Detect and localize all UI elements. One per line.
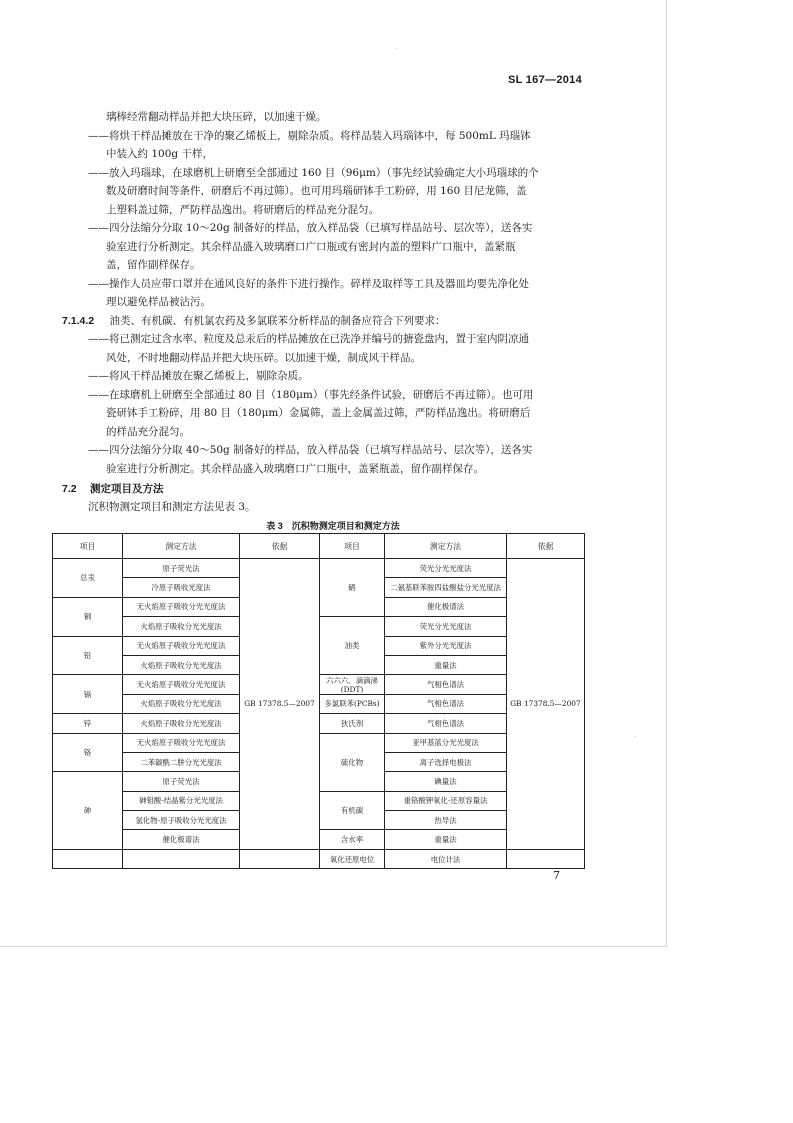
item-cell: 硫化物: [320, 733, 385, 791]
method-cell: 亚甲基蓝分光光度法: [385, 733, 507, 752]
body-line: 中装入约 100g 干样，: [106, 148, 213, 160]
basis-cell: GB 17378.5—2007: [240, 559, 320, 850]
method-cell: 热导法: [385, 811, 507, 830]
body-line: 数及研磨时间等条件，研磨后不再过筛）。也可用玛瑙研钵手工粉碎，用 160 目尼龙筛，盖: [106, 185, 527, 197]
item-cell: 六六六、滴滴涕(DDT): [320, 675, 385, 694]
method-cell: 荧光分光光度法: [385, 617, 507, 636]
method-cell: 原子荧光法: [123, 559, 240, 578]
method-cell: 重量法: [385, 830, 507, 849]
body-line: 上塑料盖过筛，严防样品逸出。将研磨后的样品充分混匀。: [106, 204, 379, 216]
method-cell: 二苯碳酰二肼分光光度法: [123, 752, 240, 771]
body-line: 验室进行分析测定。其余样品盛入玻璃磨口广口瓶或有密封内盖的塑料广口瓶中，盖紧瓶: [106, 241, 516, 253]
body-line: 璃棒经常翻动样品并把大块压碎，以加速干燥。: [106, 111, 327, 123]
body-line: 盖，留作副样保存。: [106, 259, 201, 271]
table-row: [53, 559, 585, 578]
method-cell: 砷钼酸-结晶紫分光光度法: [123, 791, 240, 810]
body-line: ——将烘干样品摊放在干净的聚乙烯板上，剔除杂质。将样品装入玛瑙钵中，每 500mL 玛瑙钵: [88, 130, 531, 142]
body-line: ——放入玛瑙球，在球磨机上研磨至全部通过 160 目（96μm）（事先经试验确定大小玛瑙球的个: [88, 167, 539, 179]
item-cell: 油类: [320, 617, 385, 675]
item-cell: 锌: [53, 714, 123, 733]
method-cell: 气相色谱法: [385, 694, 507, 713]
scan-speck: ·: [634, 734, 636, 741]
method-cell: 火焰原子吸收分光光度法: [123, 714, 240, 733]
method-cell: 冷原子吸收光度法: [123, 578, 240, 597]
item-cell: 铅: [53, 636, 123, 675]
method-cell: 火焰原子吸收分光光度法: [123, 694, 240, 713]
method-cell: 重量法: [385, 655, 507, 674]
body-line: ——将风干样品摊放在聚乙烯板上，剔除杂质。: [88, 370, 309, 382]
empty-cell: [53, 849, 123, 868]
item-cell: 多氯联苯(PCBs): [320, 694, 385, 713]
method-cell: 气相色谱法: [385, 675, 507, 694]
method-cell: 离子选择电极法: [385, 752, 507, 771]
header-cell: 测定方法: [123, 534, 240, 559]
body-line: ——四分法缩分分取 40～50g 制备好的样品，放入样品袋（已填写样品站号、层次等），送各实: [88, 444, 533, 456]
body-line: 沉积物测定项目和测定方法见表 3。: [88, 501, 256, 513]
item-cell: 砷: [53, 772, 123, 850]
table-row: [53, 849, 585, 868]
header-cell: 测定方法: [385, 534, 507, 559]
empty-cell: [123, 849, 240, 868]
method-cell: 电位计法: [385, 849, 507, 868]
header-cell: 项目: [320, 534, 385, 559]
method-cell: 火焰原子吸收分光光度法: [123, 617, 240, 636]
table-header-row: [53, 534, 585, 559]
item-cell: 硒: [320, 559, 385, 617]
method-cell: 气相色谱法: [385, 714, 507, 733]
body-line: 瓷研钵手工粉碎，用 80 目（180μm）金属筛，盖上金属盖过筛，严防样品逸出。将研磨后: [106, 407, 531, 419]
body-line: 验室进行分析测定。其余样品盛入玻璃磨口广口瓶中，盖紧瓶盖，留作副样保存。: [106, 463, 484, 475]
body-line: 风处，不时地翻动样品并把大块压碎。以加速干燥，制成风干样品。: [106, 352, 421, 364]
item-cell: 铜: [53, 597, 123, 636]
clause-number: 7.1.4.2: [62, 315, 95, 327]
clause-text: 油类、有机碳、有机氯农药及多氯联苯分析样品的制备应符合下列要求：: [109, 315, 446, 327]
header-cell: 项目: [53, 534, 123, 559]
basis-cell: GB 17378.5—2007: [507, 559, 585, 850]
method-cell: 紫外分光光度法: [385, 636, 507, 655]
method-cell: 无火焰原子吸收分光光度法: [123, 675, 240, 694]
item-cell: 氧化还原电位: [320, 849, 385, 868]
method-cell: 无火焰原子吸收分光光度法: [123, 733, 240, 752]
body-line: 的样品充分混匀。: [106, 426, 190, 438]
clause-7-1-4-2: [62, 315, 445, 327]
item-cell: 镉: [53, 675, 123, 714]
table-caption: 表 3 沉积物测定项目和测定方法: [266, 521, 400, 531]
item-cell: 含水率: [320, 830, 385, 849]
method-cell: 原子荧光法: [123, 772, 240, 791]
standard-code: SL 167—2014: [507, 74, 582, 86]
item-cell: 狄氏剂: [320, 714, 385, 733]
scan-speck: ·: [396, 46, 398, 53]
method-cell: 无火焰原子吸收分光光度法: [123, 597, 240, 616]
method-cell: 氢化物-原子吸收分光光度法: [123, 811, 240, 830]
empty-cell: [240, 849, 320, 868]
body-line: ——在球磨机上研磨至全部通过 80 目（180μm）（事先经条件试验，研磨后不再过筛）。也可用: [88, 389, 534, 401]
section-number: 7.2: [62, 483, 77, 495]
method-cell: 无火焰原子吸收分光光度法: [123, 636, 240, 655]
body-line: ——将已测定过含水率、粒度及总汞后的样品摊放在已洗净并编号的搪瓷盘内，置于室内阴凉通: [88, 333, 529, 345]
method-cell: 荧光分光光度法: [385, 559, 507, 578]
item-cell: 有机碳: [320, 791, 385, 830]
method-cell: 催化极谱法: [385, 597, 507, 616]
empty-cell: [507, 849, 585, 868]
method-cell: 重铬酸钾氧化-还原容量法: [385, 791, 507, 810]
method-cell: 催化极谱法: [123, 830, 240, 849]
header-cell: 依据: [240, 534, 320, 559]
body-line: 理以避免样品被沾污。: [106, 296, 211, 308]
method-cell: 二氨基联苯胺四盐酸盐分光光度法: [385, 578, 507, 597]
body-line: ——操作人员应带口罩并在通风良好的条件下进行操作。碎样及取样等工具及器皿均要先净化处: [88, 278, 529, 290]
page-number: 7: [553, 869, 560, 882]
table-3: [52, 533, 585, 869]
header-cell: 依据: [507, 534, 585, 559]
body-line: ——四分法缩分分取 10～20g 制备好的样品，放入样品袋（已填写样品站号、层次等），送各实: [88, 222, 533, 234]
section-title: 测定项目及方法: [89, 483, 164, 495]
method-cell: 碘量法: [385, 772, 507, 791]
item-cell: 总汞: [53, 559, 123, 598]
item-cell: 铬: [53, 733, 123, 772]
method-cell: 火焰原子吸收分光光度法: [123, 655, 240, 674]
section-7-2-heading: [62, 483, 163, 495]
